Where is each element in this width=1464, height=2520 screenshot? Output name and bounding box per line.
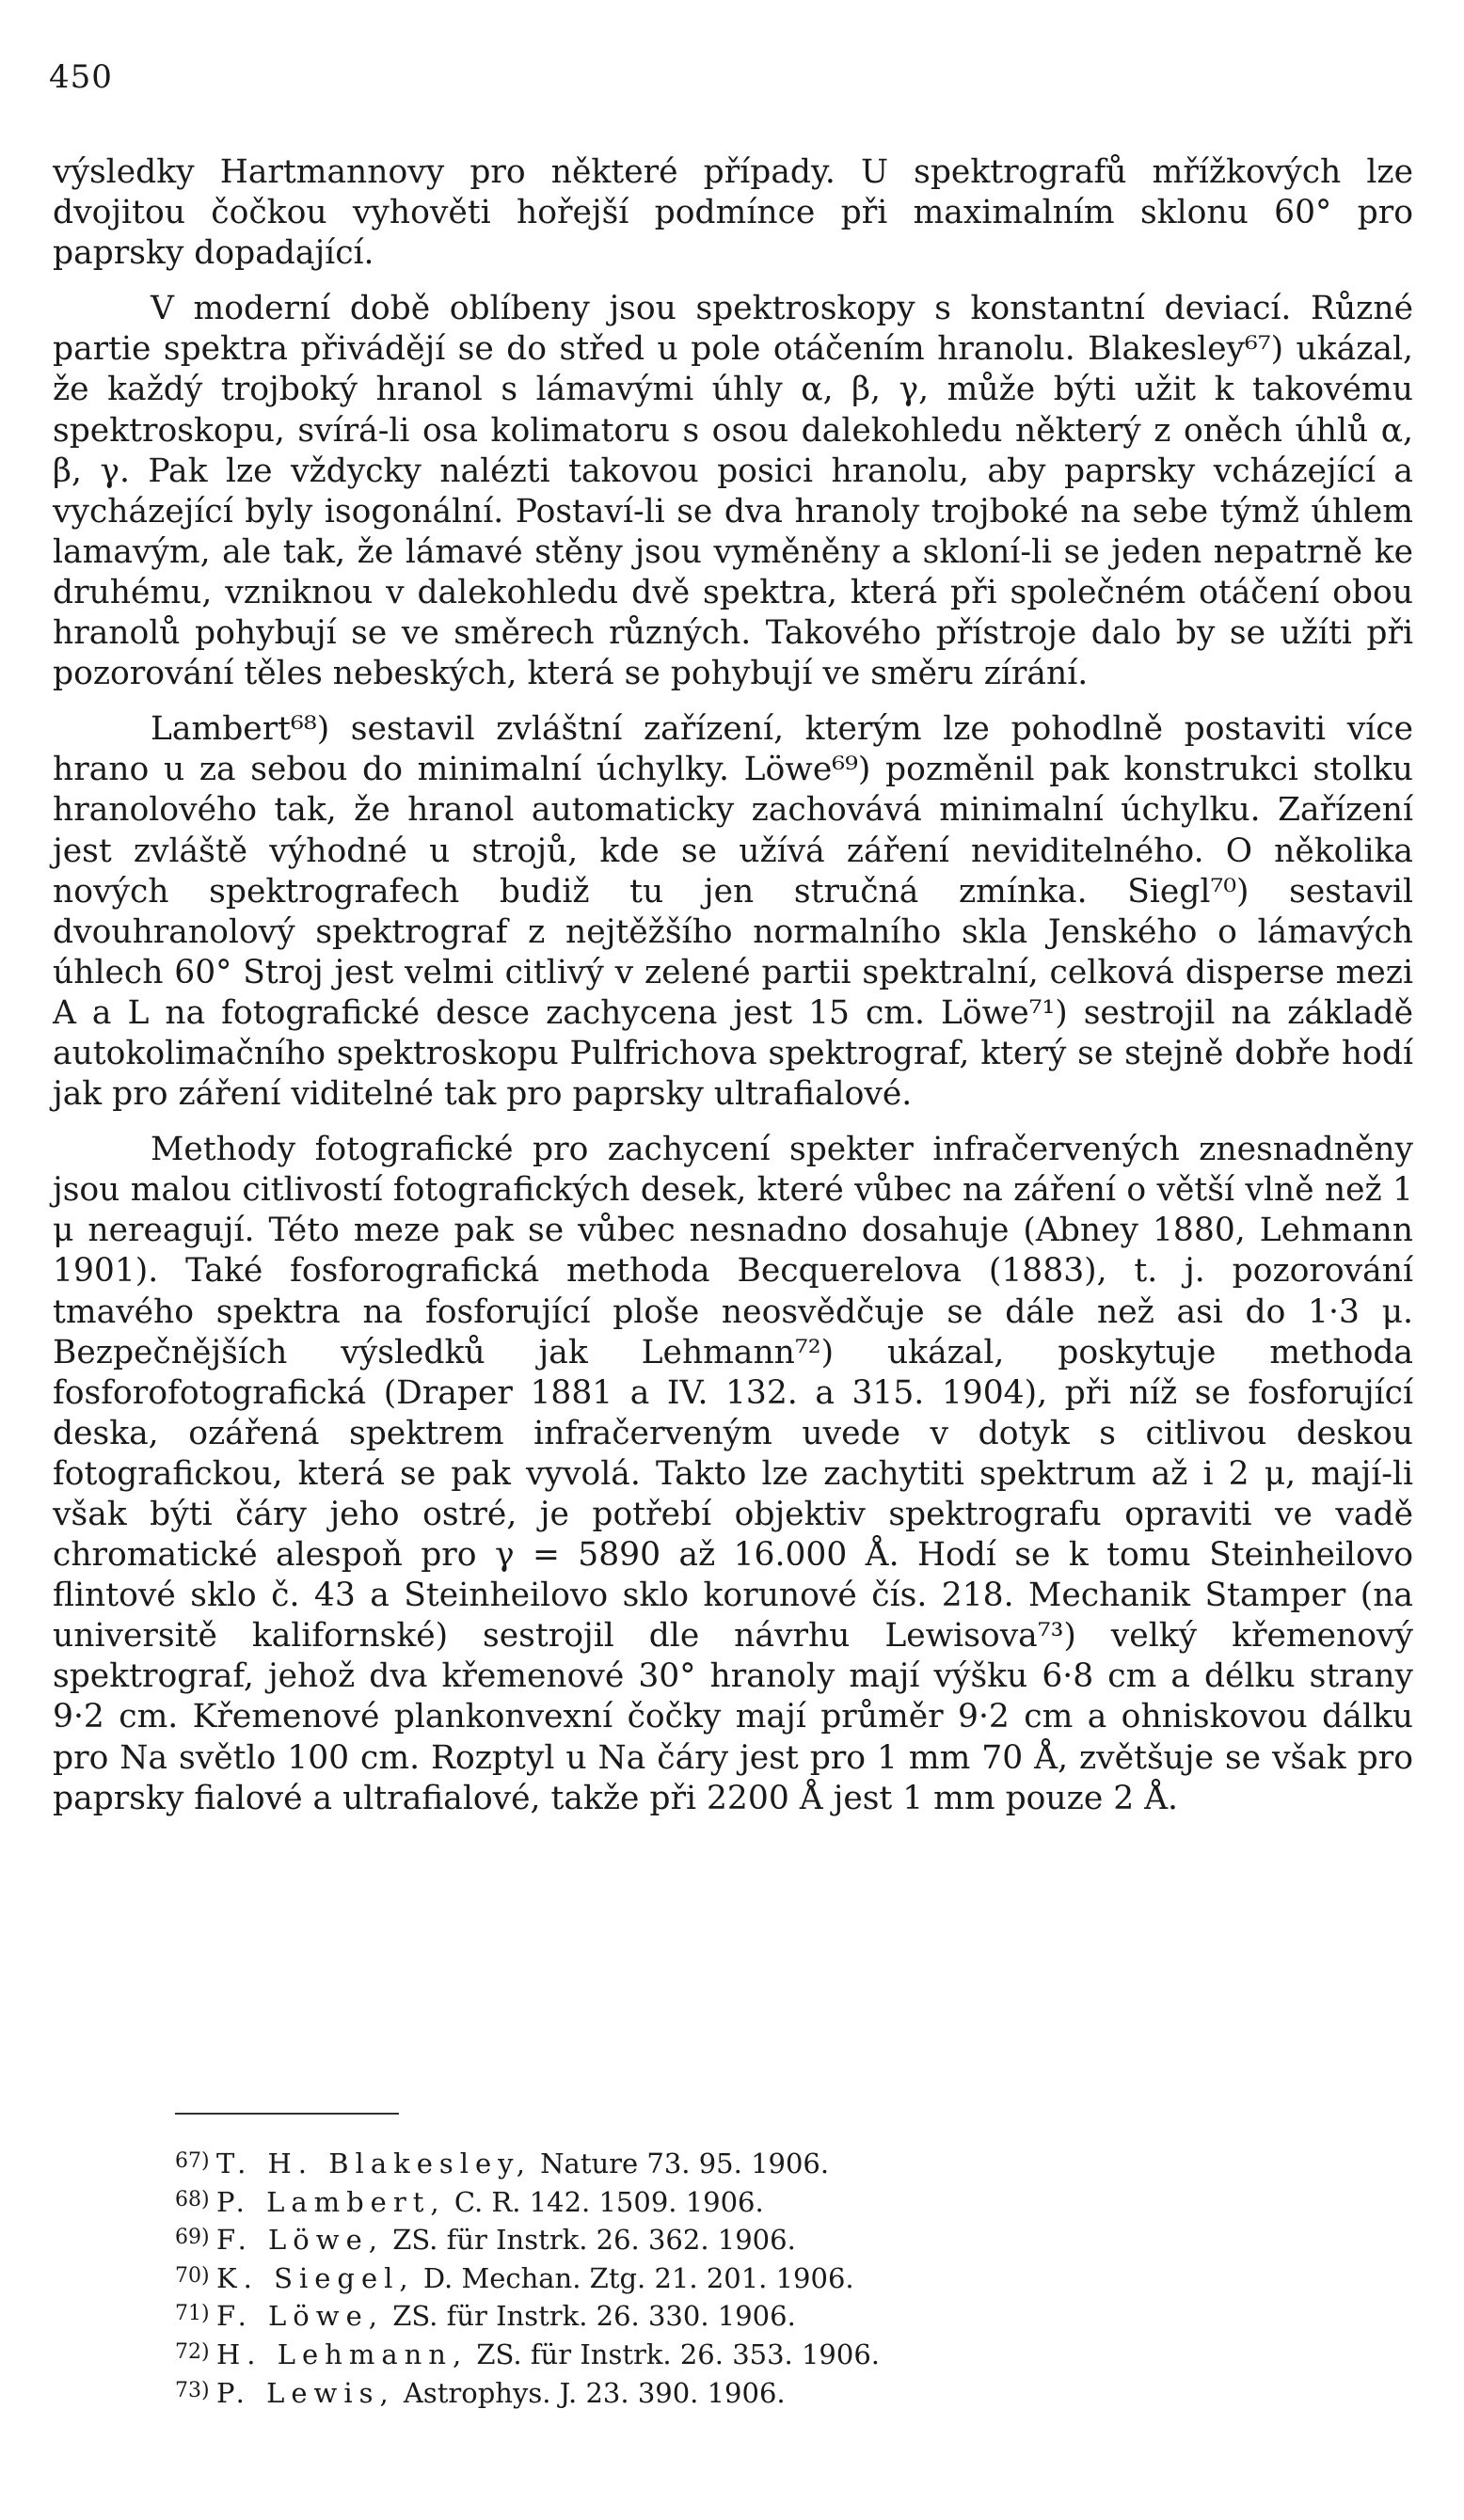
footnote — [175, 2223, 1304, 2261]
paragraph — [53, 1130, 1413, 1819]
footnotes — [175, 2147, 1304, 2414]
footnote-number: 69) — [175, 2226, 210, 2250]
footnote-author: F. Löwe, — [216, 2224, 384, 2257]
footnote-reference: ZS. für Instrk. 26. 353. 1906. — [476, 2338, 881, 2370]
footnote-number: 70) — [175, 2263, 210, 2288]
footnote-author: F. Löwe, — [216, 2300, 384, 2333]
paragraph: výsledky Hartmannovy pro některé případy. U spektrografů mřížkových lze dvojitou čočkou vyhověti hořejší podmínce při maximalním sklonu 60° pro paprsky dopadající. — [53, 153, 1413, 273]
footnote — [175, 2299, 1304, 2338]
paragraph-text: Methody fotografické pro zachycení spekter infračervených znesnadněny jsou malou citlivostí fotografických desek, které vůbec na záření o větší vlně než 1 μ nereagují. Této meze pak se vůbec nesnadno dosahuje (Abney 1880, Lehmann 1901). Také fosforografická methoda Becquerelova (1883), t. j. pozorování tmavého spektra na fosforující ploše neosvědčuje se dále než asi do 1·3 μ. Bezpečnějších výsledků jak Lehmann⁷²) ukázal, poskytuje methoda fosforofotografická (Draper 1881 a IV. 132. a 315. 1904), při níž se fosforující deska, ozářená spektrem infračerveným uvede v dotyk s citlivou deskou fotografickou, která se pak vyvolá. Takto lze zachytiti spektrum až i 2 μ, mají-li však býti čáry jeho ostré, je potřebí objektiv spektrografu opraviti ve vadě chromatické alespoň pro γ = 5890 až 16.000 Å. Hodí se k tomu Steinheilovo flintové sklo č. 43 a Steinheilovo sklo korunové čís. 218. Mechanik Stamper (na universitě kalifornské) sestrojil dle návrhu Lewisova⁷³) velký křemenový spektrograf, jehož dva křemenové 30° hranoly mají výšku 6·8 cm a délku strany 9·2 cm. Křemenové plankonvexní čočky mají průměr 9·2 cm a ohniskovou dálku pro Na světlo 100 cm. Rozptyl u Na čáry jest pro 1 mm 70 Å, zvětšuje se však pro paprsky fialové a ultrafialové, takže při 2200 Å jest 1 mm pouze 2 Å. — [53, 1131, 1413, 1817]
footnote-reference: Astrophys. J. 23. 390. 1906. — [403, 2376, 786, 2409]
paragraph — [53, 709, 1413, 1115]
footnote-reference: D. Mechan. Ztg. 21. 201. 1906. — [422, 2261, 854, 2294]
paragraph-text: V moderní době oblíbeny jsou spektroskopy s konstantní deviací. Různé partie spektra přivádějí se do střed u pole otáčením hranolu. Blakesley⁶⁷) ukázal, že každý trojboký hranol s lámavými úhly α, β, γ, může býti užit k takovému spektroskopu, svírá-li osa kolimatoru s osou dalekohledu některý z oněch úhlů α, β, γ. Pak lze vždycky nalézti takovou posici hranolu, aby paprsky vcházející a vycházející byly isogonální. Postaví-li se dva hranoly trojboké na sebe týmž úhlem lamavým, ale tak, že lámavé stěny jsou vyměněny a skloní-li se jeden nepatrně ke druhému, vzniknou v dalekohledu dvě spektra, která při společném otáčení obou hranolů pohybují se ve směrech různých. Takového přístroje dalo by se užíti při pozorování těles nebeských, která se pohybují ve směru zírání. — [53, 290, 1413, 693]
footnote — [175, 2261, 1304, 2300]
footnote-author: H. Lehmann, — [216, 2338, 469, 2370]
footnote-reference: Nature 73. 95. 1906. — [540, 2148, 830, 2179]
footnote-author: P. Lewis, — [216, 2376, 395, 2409]
footnote-number: 71) — [175, 2302, 210, 2326]
footnote-author: K. Siegel, — [216, 2261, 415, 2294]
footnote-divider — [175, 2113, 399, 2115]
footnote — [175, 2147, 1304, 2185]
footnote — [175, 2185, 1304, 2224]
body-text — [53, 152, 1413, 1819]
footnote-author: P. Lambert, — [216, 2185, 446, 2218]
footnote-number: 72) — [175, 2339, 210, 2364]
footnote-author: T. H. Blakesley, — [216, 2148, 532, 2179]
footnote-number: 68) — [175, 2187, 210, 2211]
footnote-number: 67) — [175, 2149, 210, 2173]
footnote — [175, 2338, 1304, 2376]
page-number: 450 — [49, 58, 113, 96]
paragraph-text: Lambert⁶⁸) sestavil zvláštní zařízení, kterým lze pohodlně postaviti více hrano u za sebou do minimalní úchylky. Löwe⁶⁹) pozměnil pak konstrukci stolku hranolového tak, že hranol automaticky zachovává minimalní úchylku. Zařízení jest zvláště výhodné u strojů, kde se užívá záření neviditelného. O několika nových spektrografech budiž tu jen stručná zmínka. Siegl⁷⁰) sestavil dvouhranolový spektrograf z nejtěžšího normalního skla Jenského o lámavých úhlech 60° Stroj jest velmi citlivý v zelené partii spektralní, celková disperse mezi A a L na fotografické desce zachycena jest 15 cm. Löwe⁷¹) sestrojil na základě autokolimačního spektroskopu Pulfrichova spektrograf, který se stejně dobře hodí jak pro záření viditelné tak pro paprsky ultrafialové. — [53, 710, 1413, 1114]
footnote — [175, 2376, 1304, 2415]
footnote-number: 73) — [175, 2378, 210, 2402]
footnote-reference: ZS. für Instrk. 26. 330. 1906. — [392, 2300, 796, 2333]
paragraph — [53, 289, 1413, 694]
footnote-reference: ZS. für Instrk. 26. 362. 1906. — [392, 2224, 796, 2257]
footnote-reference: C. R. 142. 1509. 1906. — [454, 2185, 764, 2218]
